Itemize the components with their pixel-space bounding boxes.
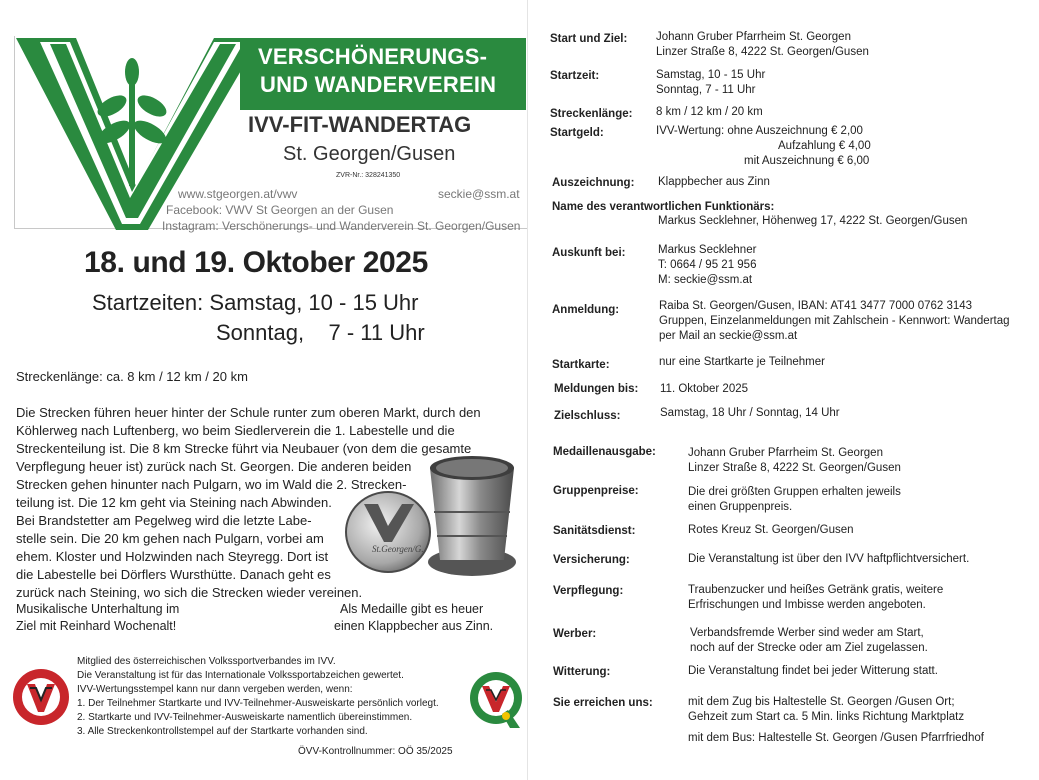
route-description-line: Bei Brandstetter am Pegelweg wird die letzte Labe- — [16, 513, 312, 528]
startgeld-label: Startgeld: — [550, 127, 604, 139]
streckenlaenge-label: Streckenlänge: — [550, 108, 633, 120]
werber-line1: Verbandsfremde Werber sind weder am Start, — [690, 627, 924, 639]
auskunft-name: Markus Secklehner — [658, 244, 757, 256]
control-number: ÖVV-Kontrollnummer: OÖ 35/2025 — [298, 746, 453, 757]
event-date: 18. und 19. Oktober 2025 — [84, 246, 428, 279]
zvr-number: ZVR-Nr.: 328241350 — [336, 172, 401, 179]
event-place: St. Georgen/Gusen — [283, 143, 456, 165]
medaillen-label: Medaillenausgabe: — [553, 446, 656, 458]
org-name-line2: UND WANDERVEREIN — [260, 72, 497, 97]
auskunft-phone: T: 0664 / 95 21 956 — [658, 259, 757, 271]
route-description-line: zurück nach Steining, wo sich die Strecken wieder vereinen. — [16, 585, 363, 600]
erreichen-train: mit dem Zug bis Haltestelle St. Georgen /Gusen Ort; — [688, 696, 955, 708]
zielschluss-value: Samstag, 18 Uhr / Sonntag, 14 Uhr — [660, 407, 840, 419]
auszeichnung-label: Auszeichnung: — [552, 177, 635, 189]
start-ziel-value: Johann Gruber Pfarrheim St. Georgen — [656, 31, 851, 43]
startgeld-line1: IVV-Wertung: ohne Auszeichnung € 2,00 — [656, 125, 863, 137]
startzeit-label: Startzeit: — [550, 70, 600, 82]
gruppenpreise-label: Gruppenpreise: — [553, 485, 639, 497]
verpflegung-line2: Erfrischungen und Imbisse werden angeboten. — [688, 599, 926, 611]
meldungen-label: Meldungen bis: — [554, 383, 639, 395]
startkarte-label: Startkarte: — [552, 359, 610, 371]
startgeld-line2: Aufzahlung € 4,00 — [778, 140, 871, 152]
erreichen-bus: mit dem Bus: Haltestelle St. Georgen /Gusen Pfarrfriedhof — [688, 732, 984, 744]
sanitaet-label: Sanitätsdienst: — [553, 525, 636, 537]
gruppenpreise-line2: einen Gruppenpreis. — [688, 501, 793, 513]
tin-cup-image — [342, 452, 520, 584]
verpflegung-line1: Traubenzucker und heißes Getränk gratis, weitere — [688, 584, 944, 596]
route-description-line: teilung ist. Die 12 km geht via Steining nach Abwinden. — [16, 495, 332, 510]
start-times-sunday: Sonntag, 7 - 11 Uhr — [216, 320, 425, 345]
ivv-text-line: IVV-Wertungsstempel kann nur dann vergeben werden, wenn: — [77, 684, 353, 695]
start-ziel-label: Start und Ziel: — [550, 33, 628, 45]
werber-label: Werber: — [553, 628, 597, 640]
website-link[interactable]: www.stgeorgen.at/vwv — [178, 187, 298, 201]
instagram-link[interactable]: Instagram: Verschönerungs- und Wanderverein St. Georgen/Gusen — [162, 219, 521, 233]
route-description-line: Strecken gehen hinunter nach Pulgarn, wo im Wald die 2. Strecken- — [16, 477, 407, 492]
werber-line2: noch auf der Strecke oder am Ziel zugelassen. — [690, 642, 928, 654]
anmeldung-mail[interactable]: per Mail an seckie@ssm.at — [659, 330, 798, 342]
versicherung-label: Versicherung: — [553, 554, 630, 566]
witterung-label: Witterung: — [553, 666, 611, 678]
cup-engraving: St.Georgen/G. — [372, 544, 424, 554]
meldungen-value: 11. Oktober 2025 — [660, 383, 749, 395]
versicherung-value: Die Veranstaltung ist über den IVV haftpflichtversichert. — [688, 553, 970, 565]
route-description-line: die Labestelle bei Dörflers Wursthütte. Danach geht es — [16, 567, 331, 582]
route-description-line: Köhlerweg nach Luftenberg, wo beim Siedlerverein die 1. Labestelle und die — [16, 423, 455, 438]
route-description-line: Streckenteilung ist. Die 8 km Strecke führt via Neubauer (von dem die gesamte — [16, 441, 472, 456]
startgeld-line3: mit Auszeichnung € 6,00 — [744, 155, 870, 167]
verpflegung-label: Verpflegung: — [553, 585, 624, 597]
ivv-logo-icon — [12, 668, 70, 726]
music-note-line2: Ziel mit Reinhard Wochenalt! — [16, 619, 177, 633]
ivv-text-line: 3. Alle Streckenkontrollstempel auf der Startkarte vorhanden sind. — [77, 726, 368, 737]
anmeldung-bank: Raiba St. Georgen/Gusen, IBAN: AT41 3477 7000 0762 3143 — [659, 300, 973, 312]
start-times-saturday: Startzeiten: Samstag, 10 - 15 Uhr — [92, 290, 419, 315]
auszeichnung-value: Klappbecher aus Zinn — [658, 176, 770, 188]
zielschluss-label: Zielschluss: — [554, 410, 621, 422]
route-description-line: Die Strecken führen heuer hinter der Schule runter zum oberen Markt, durch den — [16, 405, 481, 420]
medal-note-line2: einen Klappbecher aus Zinn. — [334, 619, 494, 633]
medal-note-line1: Als Medaille gibt es heuer — [340, 602, 484, 616]
ivv-text-line: 2. Startkarte und IVV-Teilnehmer-Ausweiskarte namentlich übereinstimmen. — [77, 712, 413, 723]
facebook-link[interactable]: Facebook: VWV St Georgen an der Gusen — [166, 203, 394, 217]
ivv-text-line: Die Veranstaltung ist für das Internationale Volkssportabzeichen gewertet. — [77, 670, 404, 681]
funktionaer-value: Markus Secklehner, Höhenweg 17, 4222 St. Georgen/Gusen — [658, 215, 968, 227]
witterung-value: Die Veranstaltung findet bei jeder Witterung statt. — [688, 665, 938, 677]
email-link[interactable]: seckie@ssm.at — [438, 187, 520, 201]
ivv-text-line: Mitglied des österreichischen Volkssportverbandes im IVV. — [77, 656, 336, 667]
medaillen-address: Linzer Straße 8, 4222 St. Georgen/Gusen — [688, 462, 901, 474]
medaillen-place: Johann Gruber Pfarrheim St. Georgen — [688, 447, 883, 459]
quality-seal-icon — [468, 670, 524, 732]
erreichen-label: Sie erreichen uns: — [553, 697, 653, 709]
route-description-line: stelle sein. Die 20 km gehen nach Pulgarn, vorbei am — [16, 531, 324, 546]
route-description-line: Verpflegung heuer ist) zurück nach St. Georgen. Die anderen beiden — [16, 459, 412, 474]
startzeit-sunday: Sonntag, 7 - 11 Uhr — [656, 84, 756, 96]
startzeit-saturday: Samstag, 10 - 15 Uhr — [656, 69, 766, 81]
start-ziel-address: Linzer Straße 8, 4222 St. Georgen/Gusen — [656, 46, 869, 58]
route-description-line: ehem. Kloster und Holzwinden nach Steyregg. Dort ist — [16, 549, 329, 564]
auskunft-email[interactable]: M: seckie@ssm.at — [658, 274, 753, 286]
gruppenpreise-line1: Die drei größten Gruppen erhalten jeweils — [688, 486, 901, 498]
sanitaet-value: Rotes Kreuz St. Georgen/Gusen — [688, 524, 854, 536]
anmeldung-label: Anmeldung: — [552, 304, 620, 316]
flyer-right-column — [528, 0, 1039, 780]
anmeldung-groups: Gruppen, Einzelanmeldungen mit Zahlschein - Kennwort: Wandertag — [659, 315, 1010, 327]
ivv-text-line: 1. Der Teilnehmer Startkarte und IVV-Teilnehmer-Ausweiskarte persönlich vorlegt. — [77, 698, 439, 709]
erreichen-walk: Gehzeit zum Start ca. 5 Min. links Richtung Marktplatz — [688, 711, 965, 723]
org-name-line1: VERSCHÖNERUNGS- — [258, 44, 488, 69]
event-title: IVV-FIT-WANDERTAG — [248, 112, 472, 137]
route-length: Streckenlänge: ca. 8 km / 12 km / 20 km — [16, 369, 248, 384]
music-note-line1: Musikalische Unterhaltung im — [16, 602, 180, 616]
auskunft-label: Auskunft bei: — [552, 247, 626, 259]
funktionaer-label: Name des verantwortlichen Funktionärs: — [552, 201, 775, 213]
startkarte-value: nur eine Startkarte je Teilnehmer — [659, 356, 825, 368]
streckenlaenge-value: 8 km / 12 km / 20 km — [656, 106, 763, 118]
